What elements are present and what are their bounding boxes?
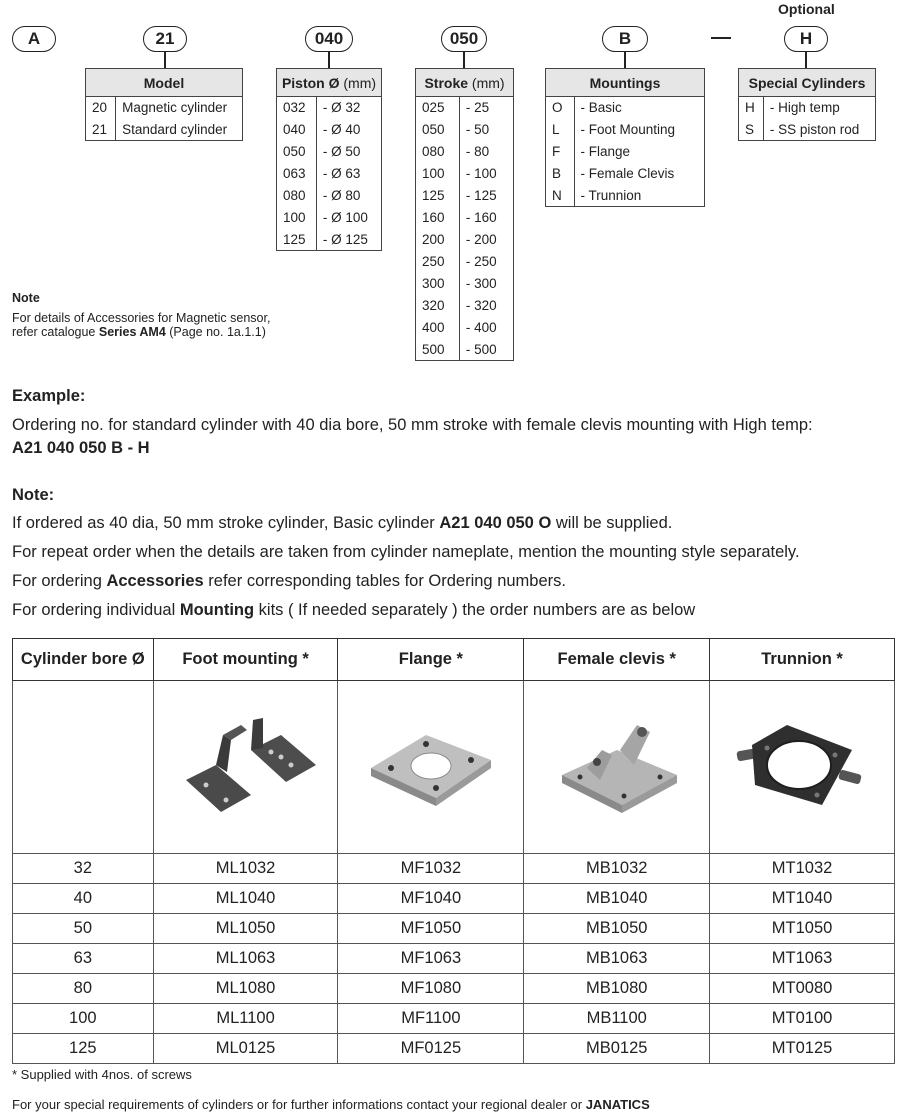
mountings-row xyxy=(546,97,705,119)
stroke-value: - 400 xyxy=(465,320,497,335)
connector-line xyxy=(328,52,330,68)
foot-mounting-code: ML1032 xyxy=(153,854,338,884)
note-bold: Mounting xyxy=(179,601,255,619)
stroke-code: 400 xyxy=(416,317,460,339)
stroke-value: - 125 xyxy=(465,188,497,203)
stroke-code: 300 xyxy=(416,273,460,295)
stroke-row xyxy=(416,295,514,317)
foot-mounting-code: ML1040 xyxy=(153,884,338,914)
connector-line xyxy=(164,52,166,68)
female-clevis-code: MB1080 xyxy=(524,974,710,1004)
stroke-table xyxy=(415,68,514,361)
mountings-title: Mountings xyxy=(546,69,705,97)
mounting-kits-table xyxy=(12,638,895,1064)
stroke-value: - 320 xyxy=(465,298,497,313)
mountings-code: O xyxy=(546,97,575,119)
connector-line xyxy=(624,52,626,68)
stroke-title: Stroke xyxy=(424,74,469,91)
empty-cell xyxy=(13,681,154,854)
trunnion-code: MT1032 xyxy=(710,854,895,884)
stroke-value: - 100 xyxy=(465,166,497,181)
piston-value: - Ø 125 xyxy=(322,231,368,247)
note-line-1 xyxy=(12,514,672,533)
special-row xyxy=(739,97,876,119)
trunnion-image xyxy=(710,681,895,854)
table-row xyxy=(13,944,895,974)
foot-mounting-code: ML1100 xyxy=(153,1004,338,1034)
table-row xyxy=(13,884,895,914)
example-heading: Example: xyxy=(12,387,86,405)
female-clevis-code: MB1032 xyxy=(524,854,710,884)
stroke-code: 050 xyxy=(416,119,460,141)
note-text: refer corresponding tables for Ordering numbers. xyxy=(203,572,566,590)
foot-mounting-code: ML1080 xyxy=(153,974,338,1004)
header-trunnion: Trunnion * xyxy=(710,639,895,681)
code-pill-model: 21 xyxy=(143,26,187,52)
connector-line xyxy=(463,52,465,68)
code-pill-piston: 040 xyxy=(305,26,353,52)
stroke-unit: (mm) xyxy=(471,74,505,91)
foot-mounting-code: ML1050 xyxy=(153,914,338,944)
bore: 50 xyxy=(13,914,154,944)
stroke-row xyxy=(416,251,514,273)
model-row xyxy=(86,97,243,119)
foot-mounting-image xyxy=(153,681,338,854)
note-text: kits ( If needed separately ) the order numbers are as below xyxy=(254,601,696,619)
stroke-code: 160 xyxy=(416,207,460,229)
stroke-row xyxy=(416,141,514,163)
mountings-row xyxy=(546,185,705,207)
option-dash xyxy=(711,37,731,39)
trunnion-code: MT0080 xyxy=(710,974,895,1004)
piston-row xyxy=(277,163,382,185)
piston-row xyxy=(277,97,382,119)
table-row xyxy=(13,914,895,944)
mountings-row xyxy=(546,163,705,185)
note-line-prefix: refer catalogue xyxy=(12,325,99,339)
mountings-code: B xyxy=(546,163,575,185)
piston-rows xyxy=(277,97,382,251)
stroke-row xyxy=(416,185,514,207)
piston-value: - Ø 50 xyxy=(322,144,361,159)
flange-code: MF0125 xyxy=(338,1034,524,1064)
stroke-value: - 80 xyxy=(465,144,490,159)
accessories-note xyxy=(12,291,270,339)
model-code: 20 xyxy=(86,97,116,119)
mountings-row xyxy=(546,119,705,141)
model-title: Model xyxy=(86,69,243,97)
mountings-code: L xyxy=(546,119,575,141)
piston-unit: (mm) xyxy=(343,74,377,91)
optional-label: Optional xyxy=(778,1,835,17)
piston-title: Piston Ø xyxy=(281,74,340,91)
trunnion-code: MT0100 xyxy=(710,1004,895,1034)
piston-code: 040 xyxy=(277,119,317,141)
stroke-row xyxy=(416,229,514,251)
note-line-suffix: (Page no. 1a.1.1) xyxy=(165,325,266,339)
special-row xyxy=(739,119,876,141)
mountings-row xyxy=(546,141,705,163)
note-text: will be supplied. xyxy=(551,514,673,532)
piston-value: - Ø 80 xyxy=(322,188,361,203)
stroke-row xyxy=(416,317,514,339)
code-pill-special: H xyxy=(784,26,828,52)
flange-code: MF1032 xyxy=(338,854,524,884)
stroke-code: 250 xyxy=(416,251,460,273)
piston-row xyxy=(277,119,382,141)
stroke-value: - 160 xyxy=(465,210,497,225)
piston-code: 125 xyxy=(277,229,317,251)
special-title: Special Cylinders xyxy=(739,69,876,97)
piston-code: 063 xyxy=(277,163,317,185)
example-text: Ordering no. for standard cylinder with 40 dia bore, 50 mm stroke with female clevis mounting with High temp: xyxy=(12,416,813,434)
model-code: 21 xyxy=(86,119,116,141)
piston-row xyxy=(277,185,382,207)
mountings-code: N xyxy=(546,185,575,207)
header-flange: Flange * xyxy=(338,639,524,681)
flange-code: MF1100 xyxy=(338,1004,524,1034)
note-line-2: For repeat order when the details are taken from cylinder nameplate, mention the mounting style separately. xyxy=(12,543,800,561)
flange-code: MF1063 xyxy=(338,944,524,974)
mountings-value: - Female Clevis xyxy=(580,166,675,181)
stroke-value: - 250 xyxy=(465,254,497,269)
bore: 100 xyxy=(13,1004,154,1034)
stroke-rows xyxy=(416,97,514,361)
stroke-value: - 300 xyxy=(465,276,497,291)
stroke-code: 500 xyxy=(416,339,460,361)
female-clevis-code: MB1063 xyxy=(524,944,710,974)
special-code: H xyxy=(739,97,764,119)
table-row xyxy=(13,974,895,1004)
piston-code: 080 xyxy=(277,185,317,207)
table-row xyxy=(13,1004,895,1034)
note-line-bold: Series AM4 xyxy=(98,325,166,339)
footer-contact xyxy=(12,1097,650,1112)
special-value: - High temp xyxy=(769,100,840,116)
mountings-table xyxy=(545,68,705,207)
piston-value: - Ø 32 xyxy=(322,100,361,116)
header-foot-mounting: Foot mounting * xyxy=(153,639,338,681)
female-clevis-code: MB1050 xyxy=(524,914,710,944)
note-heading: Note xyxy=(12,291,40,305)
mountings-value: - Basic xyxy=(580,100,622,116)
note-text: If ordered as 40 dia, 50 mm stroke cylinder, Basic cylinder xyxy=(12,514,440,532)
header-cylinder-bore: Cylinder bore Ø xyxy=(13,639,154,681)
flange-code: MF1040 xyxy=(338,884,524,914)
stroke-code: 320 xyxy=(416,295,460,317)
stroke-code: 200 xyxy=(416,229,460,251)
stroke-value: - 500 xyxy=(465,341,497,357)
stroke-code: 125 xyxy=(416,185,460,207)
bore: 125 xyxy=(13,1034,154,1064)
note-heading-main: Note: xyxy=(12,486,55,504)
mountings-value: - Trunnion xyxy=(580,187,642,203)
model-value: Standard cylinder xyxy=(122,121,228,137)
bore: 63 xyxy=(13,944,154,974)
piston-row xyxy=(277,141,382,163)
note-line-4 xyxy=(12,601,695,620)
stroke-value: - 25 xyxy=(465,100,490,116)
connector-line xyxy=(805,52,807,68)
note-text: For ordering individual xyxy=(12,601,180,619)
piston-code: 050 xyxy=(277,141,317,163)
piston-code: 100 xyxy=(277,207,317,229)
trunnion-code: MT1040 xyxy=(710,884,895,914)
female-clevis-code: MB0125 xyxy=(524,1034,710,1064)
table-row xyxy=(13,854,895,884)
foot-mounting-code: ML1063 xyxy=(153,944,338,974)
female-clevis-code: MB1040 xyxy=(524,884,710,914)
piston-row xyxy=(277,207,382,229)
model-row xyxy=(86,119,243,141)
code-pill-series: A xyxy=(12,26,56,52)
special-rows xyxy=(739,97,876,141)
stroke-row xyxy=(416,163,514,185)
special-table xyxy=(738,68,876,141)
stroke-value: - 50 xyxy=(465,122,490,137)
model-table xyxy=(85,68,243,141)
female-clevis-code: MB1100 xyxy=(524,1004,710,1034)
model-rows xyxy=(86,97,243,141)
note-line-3 xyxy=(12,572,566,591)
piston-row xyxy=(277,229,382,251)
code-pill-stroke: 050 xyxy=(441,26,487,52)
special-value: - SS piston rod xyxy=(769,121,860,137)
stroke-row xyxy=(416,273,514,295)
trunnion-code: MT1050 xyxy=(710,914,895,944)
trunnion-code: MT0125 xyxy=(710,1034,895,1064)
footer-brand: JANATICS xyxy=(585,1097,650,1112)
code-pill-mounting: B xyxy=(602,26,648,52)
stroke-row xyxy=(416,119,514,141)
special-code: S xyxy=(739,119,764,141)
bore: 80 xyxy=(13,974,154,1004)
stroke-row xyxy=(416,207,514,229)
note-line: For details of Accessories for Magnetic sensor, xyxy=(12,311,271,325)
flange-code: MF1050 xyxy=(338,914,524,944)
table-row xyxy=(13,1034,895,1064)
header-female-clevis: Female clevis * xyxy=(524,639,710,681)
piston-code: 032 xyxy=(277,97,317,119)
footer-text: For your special requirements of cylinders or for further informations contact your regional dealer or xyxy=(12,1097,586,1112)
stroke-value: - 200 xyxy=(465,232,497,247)
stroke-code: 100 xyxy=(416,163,460,185)
stroke-code: 025 xyxy=(416,97,460,119)
piston-table xyxy=(276,68,382,251)
mountings-value: - Flange xyxy=(580,144,631,159)
note-text: For ordering xyxy=(12,572,107,590)
mountings-value: - Foot Mounting xyxy=(580,122,676,137)
model-value: Magnetic cylinder xyxy=(122,100,228,116)
example-code: A21 040 050 B - H xyxy=(12,439,150,457)
mountings-code: F xyxy=(546,141,575,163)
flange-image xyxy=(338,681,524,854)
stroke-row xyxy=(416,97,514,119)
footnote: * Supplied with 4nos. of screws xyxy=(12,1067,192,1082)
bore: 32 xyxy=(13,854,154,884)
note-bold: A21 040 050 O xyxy=(439,514,552,532)
piston-value: - Ø 100 xyxy=(322,210,368,225)
female-clevis-image xyxy=(524,681,710,854)
stroke-code: 080 xyxy=(416,141,460,163)
flange-code: MF1080 xyxy=(338,974,524,1004)
trunnion-code: MT1063 xyxy=(710,944,895,974)
foot-mounting-code: ML0125 xyxy=(153,1034,338,1064)
bore: 40 xyxy=(13,884,154,914)
stroke-row xyxy=(416,339,514,361)
piston-value: - Ø 40 xyxy=(322,122,361,137)
mountings-rows xyxy=(546,97,705,207)
piston-value: - Ø 63 xyxy=(322,166,361,181)
note-bold: Accessories xyxy=(106,572,204,590)
